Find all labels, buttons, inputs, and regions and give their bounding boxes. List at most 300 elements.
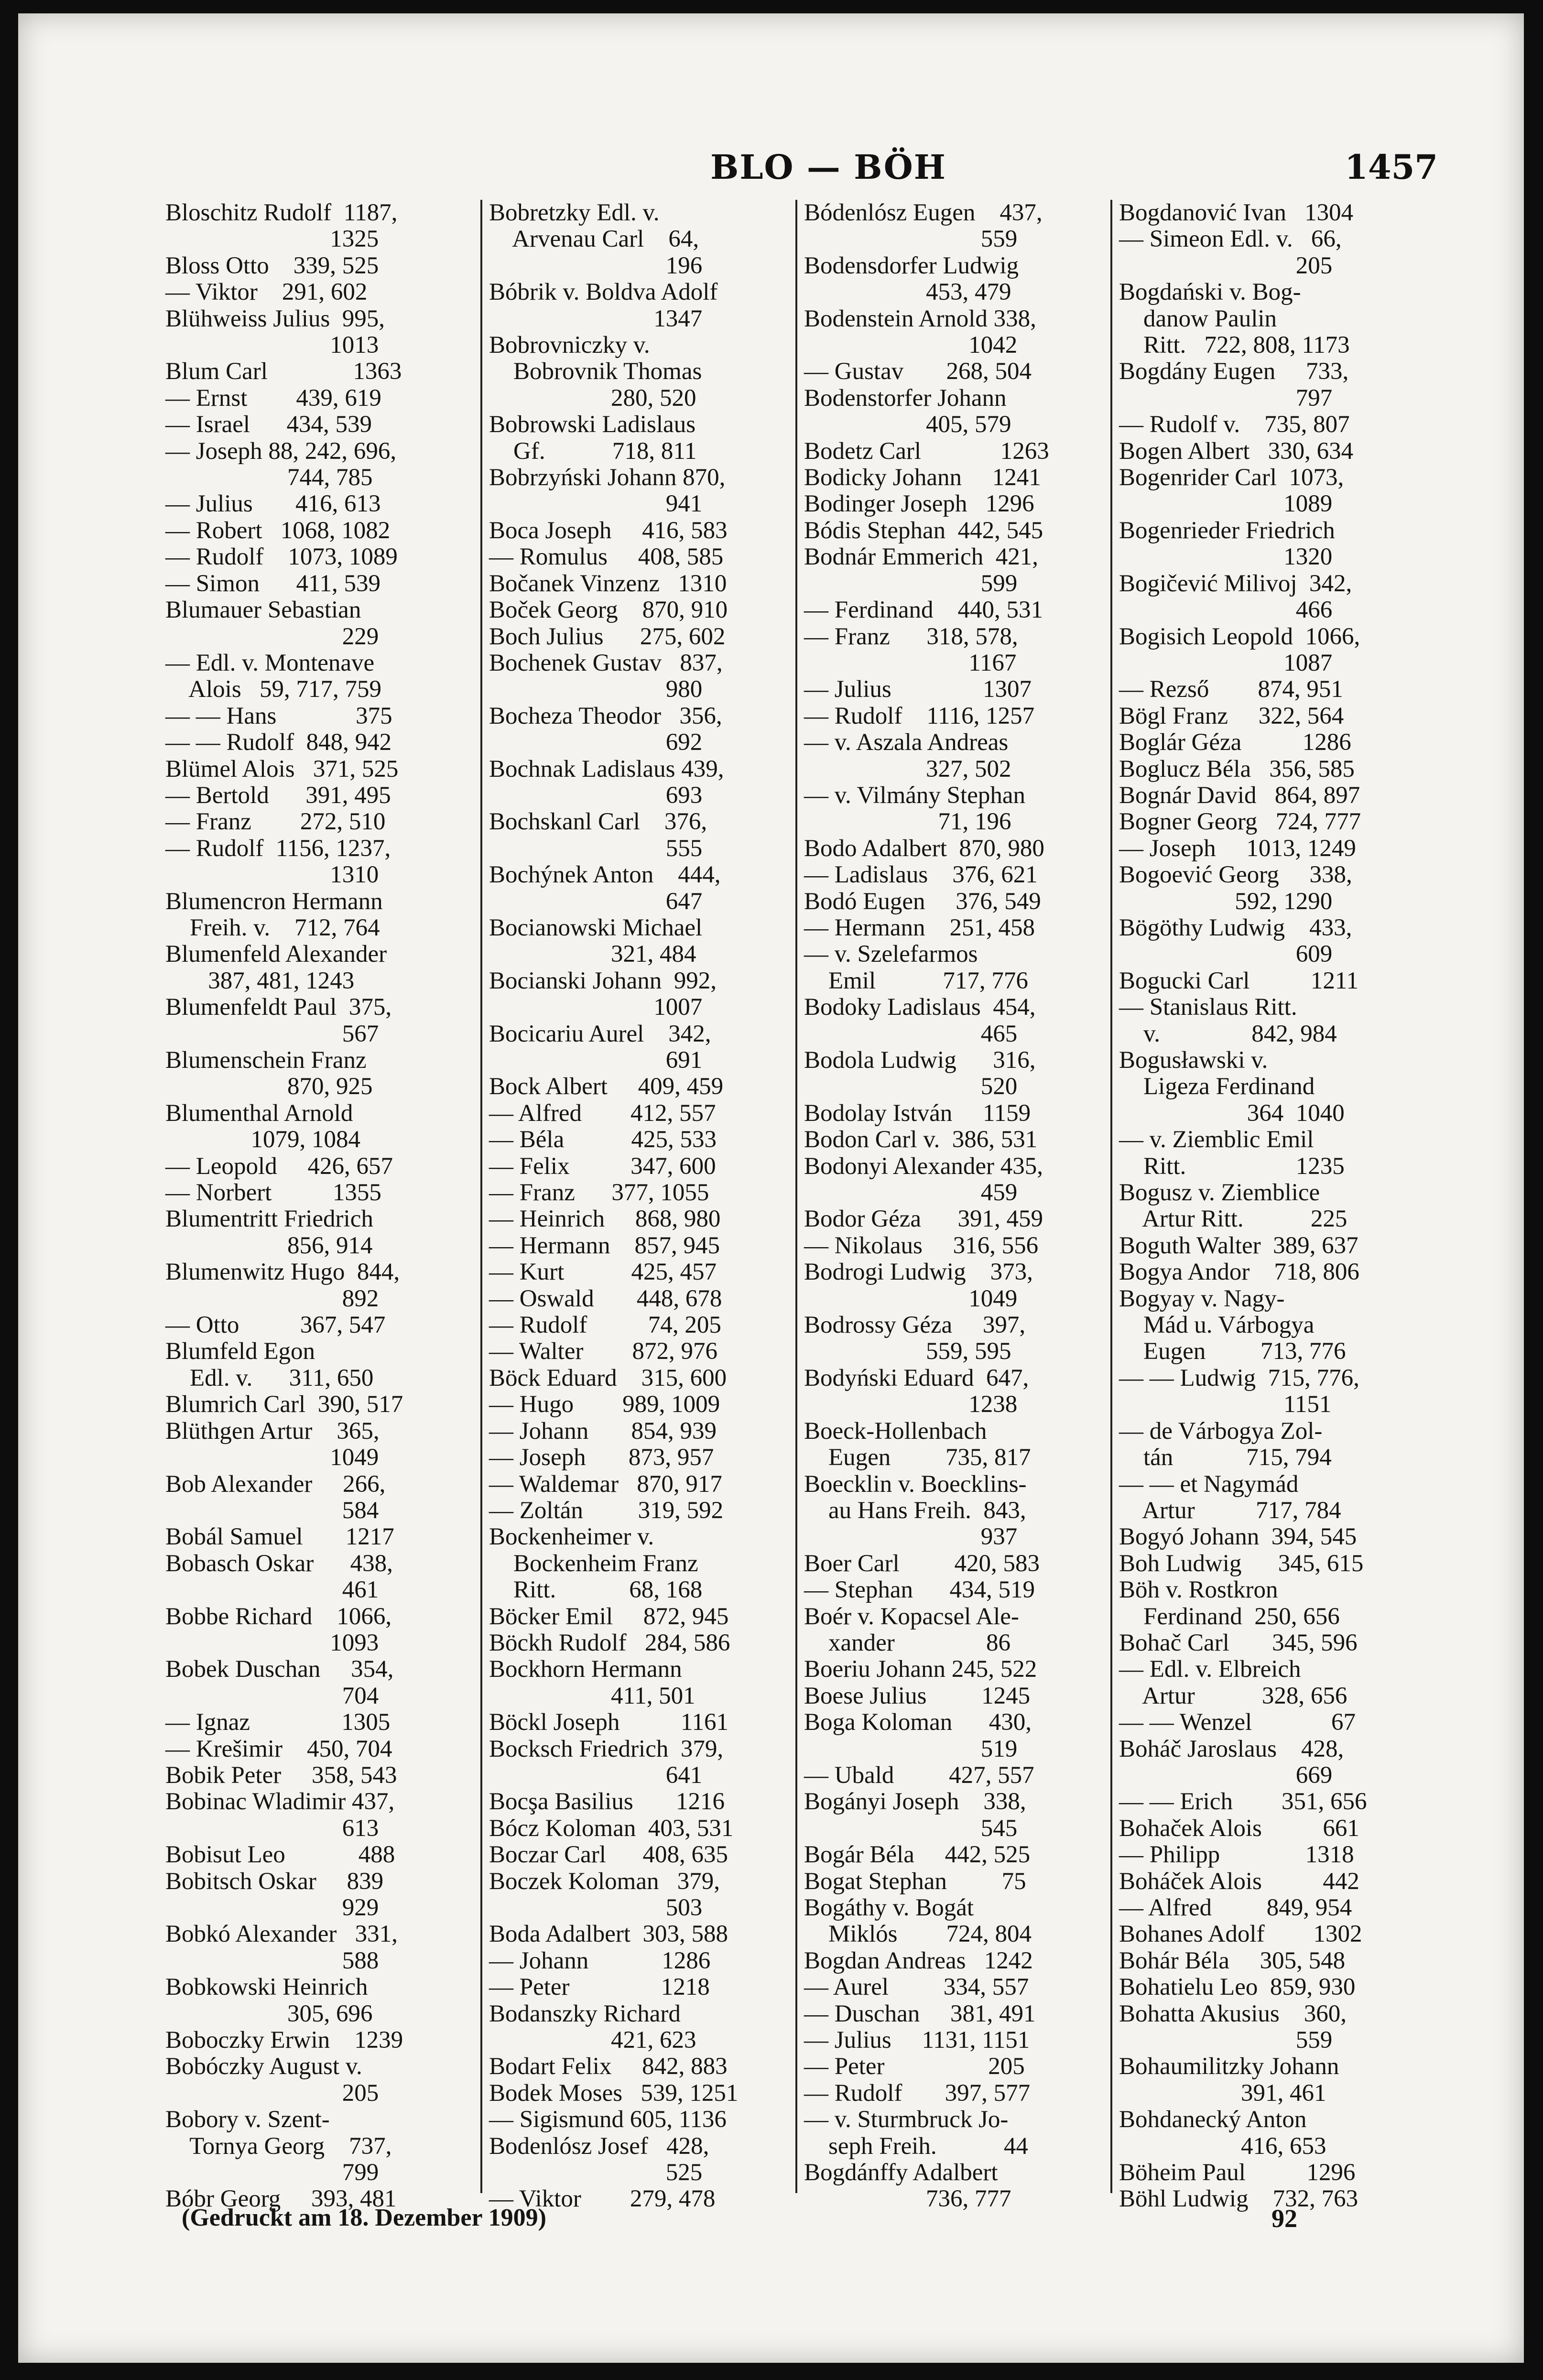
index-entry-line: — Rudolf v. 735, 807 xyxy=(1119,411,1350,438)
index-entry-line: Bogner Georg 724, 777 xyxy=(1119,808,1361,836)
index-entry-line: Bodensdorfer Ludwig xyxy=(804,252,1019,279)
index-entry-line: Bohatielu Leo 859, 930 xyxy=(1119,1974,1356,2001)
index-entry-line: 613 xyxy=(165,1815,379,1842)
index-entry-line: v. 842, 984 xyxy=(1119,1020,1337,1047)
index-entry-line: danow Paulin xyxy=(1119,305,1277,332)
index-entry-line: Bodenstorfer Johann xyxy=(804,384,1007,412)
index-entry-line: 205 xyxy=(1119,252,1333,279)
index-entry-line: Bodek Moses 539, 1251 xyxy=(489,2079,739,2107)
index-entry-line: Bobasch Oskar 438, xyxy=(165,1550,393,1577)
index-entry-line: — — Wenzel 67 xyxy=(1119,1709,1356,1736)
page-header xyxy=(190,147,1467,190)
index-entry-line: Bodonyi Alexander 435, xyxy=(804,1152,1043,1180)
index-entry-line: — Joseph 1013, 1249 xyxy=(1119,835,1356,862)
index-entry-line: — v. Szelefarmos xyxy=(804,941,978,968)
index-entry-line: — v. Vilmány Stephan xyxy=(804,782,1025,809)
index-entry-line: Edl. v. 311, 650 xyxy=(165,1364,374,1391)
index-entry-line: Blum Carl 1363 xyxy=(165,358,402,385)
index-entry-line: Bobik Peter 358, 543 xyxy=(165,1761,397,1789)
index-entry-line: — — Erich 351, 656 xyxy=(1119,1788,1367,1815)
index-entry-line: 980 xyxy=(489,676,703,703)
index-entry-line: Bocianski Johann 992, xyxy=(489,967,717,994)
index-entry-line: Boglár Géza 1286 xyxy=(1119,729,1351,756)
index-entry-line: — Felix 347, 600 xyxy=(489,1152,716,1180)
index-entry-line: — Julius 1307 xyxy=(804,676,1032,703)
index-entry-line: — — et Nagymád xyxy=(1119,1470,1299,1498)
index-entry-line: 647 xyxy=(489,888,703,915)
index-entry-line: 941 xyxy=(489,490,703,518)
index-entry-line: Böcker Emil 872, 945 xyxy=(489,1603,729,1630)
index-entry-line: Boguth Walter 389, 637 xyxy=(1119,1232,1358,1259)
index-entry-line: 641 xyxy=(489,1761,703,1789)
index-entry-line: Bochnak Ladislaus 439, xyxy=(489,755,724,782)
index-entry-line: Bodrossy Géza 397, xyxy=(804,1312,1026,1339)
index-entry-line: — Ferdinand 440, 531 xyxy=(804,597,1043,624)
index-entry-line: Bodolay István 1159 xyxy=(804,1099,1031,1127)
index-entry-line: 1320 xyxy=(1119,543,1333,571)
index-entry-line: Bogucki Carl 1211 xyxy=(1119,967,1358,994)
index-entry-line: Ritt. 1235 xyxy=(1119,1152,1345,1180)
index-entry-line: Boda Adalbert 303, 588 xyxy=(489,1921,728,1948)
index-entry-line: Ritt. 68, 168 xyxy=(489,1576,703,1604)
index-entry-line: Bočanek Vinzenz 1310 xyxy=(489,570,727,597)
index-entry-line: Bobrowski Ladislaus xyxy=(489,411,696,438)
index-entry-line: Tornya Georg 737, xyxy=(165,2132,392,2160)
index-entry-line: 364 1040 xyxy=(1119,1099,1345,1127)
index-entry-line: — Israel 434, 539 xyxy=(165,411,372,438)
index-entry-line: 704 xyxy=(165,1682,379,1709)
index-entry-line: Bockhorn Hermann xyxy=(489,1656,682,1683)
index-entry-line: — Rudolf 397, 577 xyxy=(804,2079,1031,2107)
index-entry-line: — Johann 854, 939 xyxy=(489,1417,717,1445)
index-entry-line: 799 xyxy=(165,2159,379,2186)
index-entry-line: — Oswald 448, 678 xyxy=(489,1285,722,1312)
index-entry-line: — v. Ziemblic Emil xyxy=(1119,1126,1314,1153)
index-entry-line: — Julius 1131, 1151 xyxy=(804,2027,1030,2054)
index-entry-line: — Sigismund 605, 1136 xyxy=(489,2106,727,2133)
index-entry-line: Alois 59, 717, 759 xyxy=(165,676,381,703)
index-entry-line: 669 xyxy=(1119,1761,1333,1789)
index-entry-line: Böckh Rudolf 284, 586 xyxy=(489,1629,730,1656)
index-entry-line: 937 xyxy=(804,1523,1018,1551)
index-entry-line: — Stephan 434, 519 xyxy=(804,1576,1035,1604)
index-entry-line: Blumrich Carl 390, 517 xyxy=(165,1391,403,1418)
index-entry-line: Gf. 718, 811 xyxy=(489,437,697,465)
index-entry-line: 592, 1290 xyxy=(1119,888,1333,915)
index-entry-line: Blühweiss Julius 995, xyxy=(165,305,385,332)
index-entry-line: 280, 520 xyxy=(489,384,696,412)
index-entry-line: — Peter 1218 xyxy=(489,1974,710,2001)
index-entry-line: — Simon 411, 539 xyxy=(165,570,381,597)
index-entry-line: — Zoltán 319, 592 xyxy=(489,1497,724,1524)
index-entry-line: — Leopold 426, 657 xyxy=(165,1152,393,1180)
index-entry-line: Boese Julius 1245 xyxy=(804,1682,1031,1709)
index-entry-line: xander 86 xyxy=(804,1629,1011,1656)
index-entry-line: Boháček Alois 442 xyxy=(1119,1868,1359,1895)
index-entry-line: Bogusz v. Ziemblice xyxy=(1119,1179,1320,1206)
sheet-number: 92 xyxy=(1271,2204,1297,2233)
index-entry-line: 196 xyxy=(489,252,703,279)
index-entry-line: — Romulus 408, 585 xyxy=(489,543,724,571)
index-entry-line: Blumauer Sebastian xyxy=(165,597,361,624)
index-entry-line: 892 xyxy=(165,1285,379,1312)
index-entry-line: — Rudolf 1073, 1089 xyxy=(165,543,398,571)
index-entry-line: Bohač Carl 345, 596 xyxy=(1119,1629,1358,1656)
index-entry-line: Bodnár Emmerich 421, xyxy=(804,543,1039,571)
index-entry-line: Böhl Ludwig 732, 763 xyxy=(1119,2185,1358,2213)
column-3 xyxy=(795,199,1110,2213)
index-entry-line: — v. Aszala Andreas xyxy=(804,729,1009,756)
index-entry-line: Bogdanović Ivan 1304 xyxy=(1119,199,1354,226)
index-entry-line: Bockenheim Franz xyxy=(489,1550,698,1577)
index-entry-line: Bochskanl Carl 376, xyxy=(489,808,707,836)
index-entry-line: 599 xyxy=(804,570,1018,597)
index-entry-line: — Ubald 427, 557 xyxy=(804,1761,1034,1789)
index-entry-line: Bock Albert 409, 459 xyxy=(489,1073,724,1100)
index-entry-line: 856, 914 xyxy=(165,1232,373,1259)
index-entry-line: Artur 717, 784 xyxy=(1119,1497,1341,1524)
index-entry-line: Bogányi Joseph 338, xyxy=(804,1788,1026,1815)
index-entry-line: Bocheza Theodor 356, xyxy=(489,702,722,729)
index-entry-line: — Otto 367, 547 xyxy=(165,1312,386,1339)
index-entry-line: Bobitsch Oskar 839 xyxy=(165,1868,384,1895)
index-entry-line: Bohaček Alois 661 xyxy=(1119,1815,1359,1842)
index-entry-line: Bogenrider Carl 1073, xyxy=(1119,464,1344,491)
index-entry-line: Boglucz Béla 356, 585 xyxy=(1119,755,1355,782)
index-entry-line: — Ernst 439, 619 xyxy=(165,384,381,412)
index-entry-line: Bóbrik v. Boldva Adolf xyxy=(489,279,718,306)
index-entry-line: Bocicariu Aurel 342, xyxy=(489,1020,711,1047)
index-entry-line: 736, 777 xyxy=(804,2185,1011,2213)
index-entry-line: 1042 xyxy=(804,332,1018,359)
index-entry-line: 555 xyxy=(489,835,703,862)
index-entry-line: Bodicky Johann 1241 xyxy=(804,464,1041,491)
index-entry-line: — Alfred 849, 954 xyxy=(1119,1894,1352,1921)
index-entry-line: 421, 623 xyxy=(489,2027,696,2054)
index-entry-line: Blumenthal Arnold xyxy=(165,1099,353,1127)
index-entry-line: — Ladislaus 376, 621 xyxy=(804,861,1038,889)
index-entry-line: — Rudolf 1116, 1257 xyxy=(804,702,1035,729)
index-entry-line: 503 xyxy=(489,1894,703,1921)
index-entry-line: 797 xyxy=(1119,384,1333,412)
index-entry-line: 691 xyxy=(489,1047,703,1074)
index-entry-line: — Franz 272, 510 xyxy=(165,808,386,836)
index-entry-line: 520 xyxy=(804,1073,1018,1100)
index-entry-line: Bocianowski Michael xyxy=(489,914,703,941)
index-entry-line: — Walter 872, 976 xyxy=(489,1338,717,1365)
index-entry-line: 559 xyxy=(1119,2027,1333,2054)
index-entry-line: — Johann 1286 xyxy=(489,1947,711,1974)
index-entry-line: — Krešimir 450, 704 xyxy=(165,1735,392,1762)
index-entry-line: Bohár Béla 305, 548 xyxy=(1119,1947,1346,1974)
index-entry-line: 1325 xyxy=(165,226,379,253)
index-entry-line: Bódenlósz Eugen 437, xyxy=(804,199,1043,226)
index-entry-line: 465 xyxy=(804,1020,1018,1047)
index-entry-line: — Rudolf 1156, 1237, xyxy=(165,835,391,862)
index-entry-line: — Aurel 334, 557 xyxy=(804,1974,1029,2001)
index-entry-line: — Hermann 251, 458 xyxy=(804,914,1035,941)
index-entry-line: Bognár David 864, 897 xyxy=(1119,782,1360,809)
index-entry-line: — v. Sturmbruck Jo- xyxy=(804,2106,1009,2133)
index-entry-line: Blümel Alois 371, 525 xyxy=(165,755,399,782)
index-entry-line: Blumencron Hermann xyxy=(165,888,383,915)
index-entry-line: 1089 xyxy=(1119,490,1333,518)
index-entry-line: 1049 xyxy=(165,1444,379,1471)
index-entry-line: 744, 785 xyxy=(165,464,373,491)
index-entry-line: Böh v. Rostkron xyxy=(1119,1576,1278,1604)
index-entry-line: Bobkó Alexander 331, xyxy=(165,1921,398,1948)
index-entry-line: Artur Ritt. 225 xyxy=(1119,1206,1347,1233)
index-entry-line: Bodenstein Arnold 338, xyxy=(804,305,1036,332)
index-entry-line: — — Rudolf 848, 942 xyxy=(165,729,392,756)
column-4 xyxy=(1110,199,1425,2213)
index-entry-line: Bodyński Eduard 647, xyxy=(804,1364,1029,1391)
index-entry-line: Ritt. 722, 808, 1173 xyxy=(1119,332,1350,359)
index-entry-line: 870, 925 xyxy=(165,1073,373,1100)
index-entry-line: 545 xyxy=(804,1815,1018,1842)
index-entry-line: Bodó Eugen 376, 549 xyxy=(804,888,1041,915)
index-entry-line: Bodanszky Richard xyxy=(489,2000,681,2027)
index-entry-line: Bogya Andor 718, 806 xyxy=(1119,1259,1359,1286)
index-entry-line: Bobrovnik Thomas xyxy=(489,358,702,385)
index-entry-line: Bodinger Joseph 1296 xyxy=(804,490,1034,518)
index-entry-line: Böheim Paul 1296 xyxy=(1119,2159,1356,2186)
index-entry-line: Bodetz Carl 1263 xyxy=(804,437,1049,465)
index-entry-line: Bobinac Wladimir 437, xyxy=(165,1788,395,1815)
index-entry-line: 461 xyxy=(165,1576,379,1604)
index-entry-line: 1347 xyxy=(489,305,703,332)
index-entry-line: — Viktor 291, 602 xyxy=(165,279,368,306)
index-entry-line: Bogdański v. Bog- xyxy=(1119,279,1301,306)
index-entry-line: — Stanislaus Ritt. xyxy=(1119,994,1297,1021)
index-entry-line: 609 xyxy=(1119,941,1333,968)
index-entry-line: Bobek Duschan 354, xyxy=(165,1656,394,1683)
index-entry-line: — Edl. v. Montenave xyxy=(165,649,375,676)
index-entry-line: 416, 653 xyxy=(1119,2132,1326,2160)
index-entry-line: Boboczky Erwin 1239 xyxy=(165,2027,403,2054)
index-entry-line: 229 xyxy=(165,623,379,650)
index-entry-line: — Edl. v. Elbreich xyxy=(1119,1656,1301,1683)
index-entry-line: au Hans Freih. 843, xyxy=(804,1497,1026,1524)
index-entry-line: Bobory v. Szent- xyxy=(165,2106,330,2133)
index-entry-line: Emil 717, 776 xyxy=(804,967,1028,994)
index-entry-line: Bockenheimer v. xyxy=(489,1523,654,1551)
index-entry-line: Bodenlósz Josef 428, xyxy=(489,2132,709,2160)
index-entry-line: — Viktor 279, 478 xyxy=(489,2185,716,2213)
index-entry-line: — Hugo 989, 1009 xyxy=(489,1391,720,1418)
index-entry-line: Bogičević Milivoj 342, xyxy=(1119,570,1352,597)
index-entry-line: Blumentritt Friedrich xyxy=(165,1206,373,1233)
index-entry-line: 387, 481, 1243 xyxy=(165,967,355,994)
index-entry-line: Bocşa Basilius 1216 xyxy=(489,1788,725,1815)
index-columns xyxy=(165,199,1464,2213)
index-entry-line: — Waldemar 870, 917 xyxy=(489,1470,722,1498)
index-entry-line: 1238 xyxy=(804,1391,1018,1418)
index-entry-line: Ferdinand 250, 656 xyxy=(1119,1603,1340,1630)
index-entry-line: 391, 461 xyxy=(1119,2079,1326,2107)
index-entry-line: 1310 xyxy=(165,861,379,889)
index-entry-line: Bodon Carl v. 386, 531 xyxy=(804,1126,1038,1153)
index-entry-line: — Béla 425, 533 xyxy=(489,1126,717,1153)
index-entry-line: Blumenfeld Alexander xyxy=(165,941,387,968)
index-entry-line: Böck Eduard 315, 600 xyxy=(489,1364,727,1391)
index-entry-line: — Nikolaus 316, 556 xyxy=(804,1232,1039,1259)
index-entry-line: 1093 xyxy=(165,1629,379,1656)
index-entry-line: — Norbert 1355 xyxy=(165,1179,381,1206)
index-entry-line: Boch Julius 275, 602 xyxy=(489,623,726,650)
index-entry-line: — Simeon Edl. v. 66, xyxy=(1119,226,1342,253)
index-entry-line: 459 xyxy=(804,1179,1018,1206)
index-entry-line: Bloss Otto 339, 525 xyxy=(165,252,379,279)
index-entry-line: Bogen Albert 330, 634 xyxy=(1119,437,1354,465)
index-entry-line: Boháč Jaroslaus 428, xyxy=(1119,1735,1344,1762)
index-entry-line: Arvenau Carl 64, xyxy=(489,226,699,253)
index-entry-line: 693 xyxy=(489,782,703,809)
index-entry-line: — Alfred 412, 557 xyxy=(489,1099,716,1127)
index-entry-line: Bohatta Akusius 360, xyxy=(1119,2000,1347,2027)
index-entry-line: Blumfeld Egon xyxy=(165,1338,315,1365)
index-entry-line: Boga Koloman 430, xyxy=(804,1709,1032,1736)
index-entry-line: 405, 579 xyxy=(804,411,1011,438)
index-entry-line: Bogisich Leopold 1066, xyxy=(1119,623,1360,650)
index-entry-line: Bohaumilitzky Johann xyxy=(1119,2053,1339,2080)
index-entry-line: Bogyay v. Nagy- xyxy=(1119,1285,1285,1312)
index-entry-line: — Heinrich 868, 980 xyxy=(489,1206,721,1233)
index-entry-line: — Hermann 857, 945 xyxy=(489,1232,720,1259)
index-entry-line: — Duschan 381, 491 xyxy=(804,2000,1036,2027)
index-entry-line: — — Hans 375 xyxy=(165,702,392,729)
index-entry-line: 71, 196 xyxy=(804,808,1011,836)
index-entry-line: — Franz 318, 578, xyxy=(804,623,1018,650)
column-2 xyxy=(480,199,795,2213)
index-entry-line: Ligeza Ferdinand xyxy=(1119,1073,1315,1100)
index-entry-line: 1167 xyxy=(804,649,1017,676)
index-entry-line: Blumenschein Franz xyxy=(165,1047,367,1074)
index-entry-line: Eugen 735, 817 xyxy=(804,1444,1031,1471)
index-entry-line: Bogenrieder Friedrich xyxy=(1119,517,1335,544)
index-entry-line: Bóbr Georg 393, 481 xyxy=(165,2185,397,2213)
index-entry-line: Bobrovniczky v. xyxy=(489,332,650,359)
index-entry-line: — Peter 205 xyxy=(804,2053,1025,2080)
index-entry-line: 588 xyxy=(165,1947,379,1974)
index-entry-line: — Bertold 391, 495 xyxy=(165,782,391,809)
index-entry-line: 1013 xyxy=(165,332,379,359)
index-entry-line: Bobóczky August v. xyxy=(165,2053,362,2080)
index-entry-line: — Joseph 873, 957 xyxy=(489,1444,714,1471)
index-entry-line: Bögöthy Ludwig 433, xyxy=(1119,914,1352,941)
index-entry-line: Blüthgen Artur 365, xyxy=(165,1417,380,1445)
index-entry-line: — Rezső 874, 951 xyxy=(1119,676,1343,703)
index-entry-line: seph Freih. 44 xyxy=(804,2132,1028,2160)
index-entry-line: 559, 595 xyxy=(804,1338,1011,1365)
index-entry-line: Bogyó Johann 394, 545 xyxy=(1119,1523,1357,1551)
index-entry-line: Bódis Stephan 442, 545 xyxy=(804,517,1043,544)
index-entry-line: Blumenfeldt Paul 375, xyxy=(165,994,392,1021)
index-entry-line: 321, 484 xyxy=(489,941,696,968)
index-entry-line: Böckl Joseph 1161 xyxy=(489,1709,729,1736)
index-entry-line: Bodor Géza 391, 459 xyxy=(804,1206,1043,1233)
index-entry-line: — de Várbogya Zol- xyxy=(1119,1417,1323,1445)
index-entry-line: Bodola Ludwig 316, xyxy=(804,1047,1036,1074)
index-entry-line: Bodrogi Ludwig 373, xyxy=(804,1259,1033,1286)
index-entry-line: Miklós 724, 804 xyxy=(804,1921,1032,1948)
index-entry-line: 1087 xyxy=(1119,649,1333,676)
index-entry-line: — Joseph 88, 242, 696, xyxy=(165,437,397,465)
index-entry-line: Bloschitz Rudolf 1187, xyxy=(165,199,398,226)
index-entry-line: 525 xyxy=(489,2159,703,2186)
index-entry-line: 584 xyxy=(165,1497,379,1524)
index-entry-line: Boh Ludwig 345, 615 xyxy=(1119,1550,1364,1577)
index-entry-line: Bobbe Richard 1066, xyxy=(165,1603,392,1630)
index-entry-line: Bocksch Friedrich 379, xyxy=(489,1735,724,1762)
index-entry-line: Boca Joseph 416, 583 xyxy=(489,517,728,544)
index-entry-line: Bohdanecký Anton xyxy=(1119,2106,1307,2133)
index-entry-line: Boecklin v. Boecklins- xyxy=(804,1470,1027,1498)
index-entry-line: Bobretzky Edl. v. xyxy=(489,199,660,226)
index-entry-line: — — Ludwig 715, 776, xyxy=(1119,1364,1359,1391)
index-entry-line: Bogdan Andreas 1242 xyxy=(804,1947,1033,1974)
index-entry-line: Bogdánffy Adalbert xyxy=(804,2159,998,2186)
index-entry-line: Artur 328, 656 xyxy=(1119,1682,1347,1709)
index-entry-line: 466 xyxy=(1119,597,1333,624)
index-entry-line: Bochýnek Anton 444, xyxy=(489,861,721,889)
index-entry-line: Bodo Adalbert 870, 980 xyxy=(804,835,1044,862)
index-entry-line: Bogár Béla 442, 525 xyxy=(804,1841,1031,1869)
index-entry-line: 1151 xyxy=(1119,1391,1332,1418)
index-entry-line: Bochenek Gustav 837, xyxy=(489,649,723,676)
index-entry-line: — Kurt 425, 457 xyxy=(489,1259,717,1286)
index-entry-line: 559 xyxy=(804,226,1018,253)
index-entry-line: Boer Carl 420, 583 xyxy=(804,1550,1040,1577)
index-entry-line: — Philipp 1318 xyxy=(1119,1841,1354,1869)
index-entry-line: 1007 xyxy=(489,994,703,1021)
index-entry-line: Bobrzyński Johann 870, xyxy=(489,464,726,491)
index-entry-line: — Julius 416, 613 xyxy=(165,490,381,518)
index-entry-line: — Rudolf 74, 205 xyxy=(489,1312,721,1339)
index-entry-line: — Franz 377, 1055 xyxy=(489,1179,709,1206)
index-entry-line: — Ignaz 1305 xyxy=(165,1709,391,1736)
index-entry-line: Boczek Koloman 379, xyxy=(489,1868,720,1895)
index-entry-line: Bogoević Georg 338, xyxy=(1119,861,1352,889)
index-entry-line: Bohanes Adolf 1302 xyxy=(1119,1921,1362,1948)
index-entry-line: 205 xyxy=(165,2079,379,2107)
index-entry-line: Bobisut Leo 488 xyxy=(165,1841,395,1869)
index-entry-line: 929 xyxy=(165,1894,379,1921)
index-entry-line: Eugen 713, 776 xyxy=(1119,1338,1346,1365)
index-entry-line: Boczar Carl 408, 635 xyxy=(489,1841,728,1869)
index-entry-line: Bob Alexander 266, xyxy=(165,1470,386,1498)
index-entry-line: Bogáthy v. Bogát xyxy=(804,1894,974,1921)
index-entry-line: 519 xyxy=(804,1735,1018,1762)
index-entry-line: Bócz Koloman 403, 531 xyxy=(489,1815,734,1842)
index-entry-line: Blumenwitz Hugo 844, xyxy=(165,1259,400,1286)
index-entry-line: Bodoky Ladislaus 454, xyxy=(804,994,1036,1021)
index-entry-line: 1049 xyxy=(804,1285,1018,1312)
index-entry-line: Bogat Stephan 75 xyxy=(804,1868,1026,1895)
index-entry-line: Bobkowski Heinrich xyxy=(165,1974,368,2001)
index-entry-line: Bogusławski v. xyxy=(1119,1047,1268,1074)
print-date-note: (Gedruckt am 18. Dezember 1909) xyxy=(182,2204,546,2231)
index-entry-line: Boér v. Kopacsel Ale- xyxy=(804,1603,1019,1630)
index-entry-line: tán 715, 794 xyxy=(1119,1444,1332,1471)
index-entry-line: Boček Georg 870, 910 xyxy=(489,597,728,624)
index-entry-line: Freih. v. 712, 764 xyxy=(165,914,380,941)
index-entry-line: Bodart Felix 842, 883 xyxy=(489,2053,728,2080)
running-title: BLO — BÖH xyxy=(710,147,946,187)
index-entry-line: 567 xyxy=(165,1020,379,1047)
index-entry-line: Boeriu Johann 245, 522 xyxy=(804,1656,1037,1683)
index-entry-line: Mád u. Várbogya xyxy=(1119,1312,1315,1339)
